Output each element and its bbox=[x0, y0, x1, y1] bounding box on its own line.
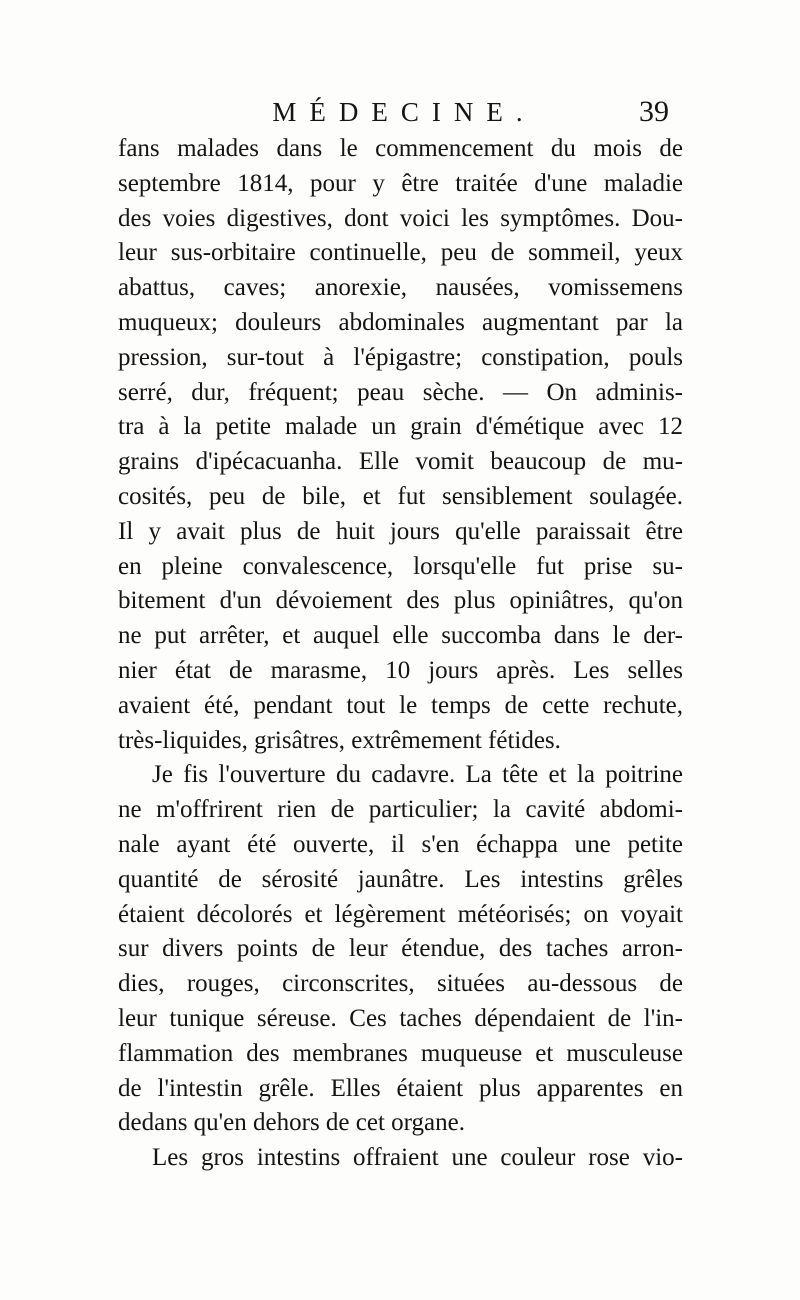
text-line: sur divers points de leur étendue, des taches arron- bbox=[118, 935, 683, 963]
text-line: leur tunique séreuse. Ces taches dépendaient de l'in- bbox=[118, 1004, 683, 1032]
text-line: fans malades dans le commencement du mois de bbox=[118, 135, 683, 162]
text-line: des voies digestives, dont voici les symptômes. Dou- bbox=[118, 204, 683, 232]
page-number: 39 bbox=[639, 95, 669, 128]
text-line: Il y avait plus de huit jours qu'elle paraissait être bbox=[118, 517, 683, 545]
text-line: serré, dur, fréquent; peau sèche. — On adminis- bbox=[118, 378, 683, 406]
text-line: en pleine convalescence, lorsqu'elle fut prise su- bbox=[118, 552, 683, 580]
text-line: nale ayant été ouverte, il s'en échappa une petite bbox=[118, 830, 683, 858]
text-line: grains d'ipécacuanha. Elle vomit beaucoup de mu- bbox=[118, 448, 683, 476]
text-line: pression, sur-tout à l'épigastre; constipation, pouls bbox=[118, 343, 683, 371]
text-line: avaient été, pendant tout le temps de cette rechute, bbox=[118, 691, 683, 719]
text-line: flammation des membranes muqueuse et musculeuse bbox=[118, 1039, 683, 1067]
body-text bbox=[118, 132, 683, 1176]
text-line: septembre 1814, pour y être traitée d'une maladie bbox=[118, 169, 683, 197]
text-line: nier état de marasme, 10 jours après. Les selles bbox=[118, 656, 683, 684]
text-line: leur sus-orbitaire continuelle, peu de sommeil, yeux bbox=[118, 239, 683, 267]
text-line: cosités, peu de bile, et fut sensiblement soulagée. bbox=[118, 482, 683, 510]
text-line: muqueux; douleurs abdominales augmentant par la bbox=[118, 308, 683, 336]
text-line: Je fis l'ouverture du cadavre. La tête et la poitrine bbox=[152, 761, 683, 789]
text-line: dies, rouges, circonscrites, situées au-dessous de bbox=[118, 970, 683, 998]
text-line: étaient décolorés et légèrement météorisés; on voyait bbox=[118, 900, 683, 928]
text-line: tra à la petite malade un grain d'émétique avec 12 bbox=[118, 413, 683, 441]
running-head bbox=[0, 92, 800, 132]
text-line: abattus, caves; anorexie, nausées, vomissemens bbox=[118, 274, 683, 302]
text-line: dedans qu'en dehors de cet organe. bbox=[118, 1109, 465, 1137]
text-line: quantité de sérosité jaunâtre. Les intestins grêles bbox=[118, 865, 683, 893]
running-title: MÉDECINE. bbox=[272, 97, 536, 127]
text-line: ne m'offrirent rien de particulier; la cavité abdomi- bbox=[118, 796, 683, 824]
text-line: très-liquides, grisâtres, extrêmement fétides. bbox=[118, 726, 561, 754]
text-line: Les gros intestins offraient une couleur rose vio- bbox=[152, 1144, 683, 1172]
text-line: ne put arrêter, et auquel elle succomba dans le der- bbox=[118, 622, 683, 650]
text-line: bitement d'un dévoiement des plus opiniâtres, qu'on bbox=[118, 587, 683, 615]
text-line: de l'intestin grêle. Elles étaient plus apparentes en bbox=[118, 1074, 683, 1102]
